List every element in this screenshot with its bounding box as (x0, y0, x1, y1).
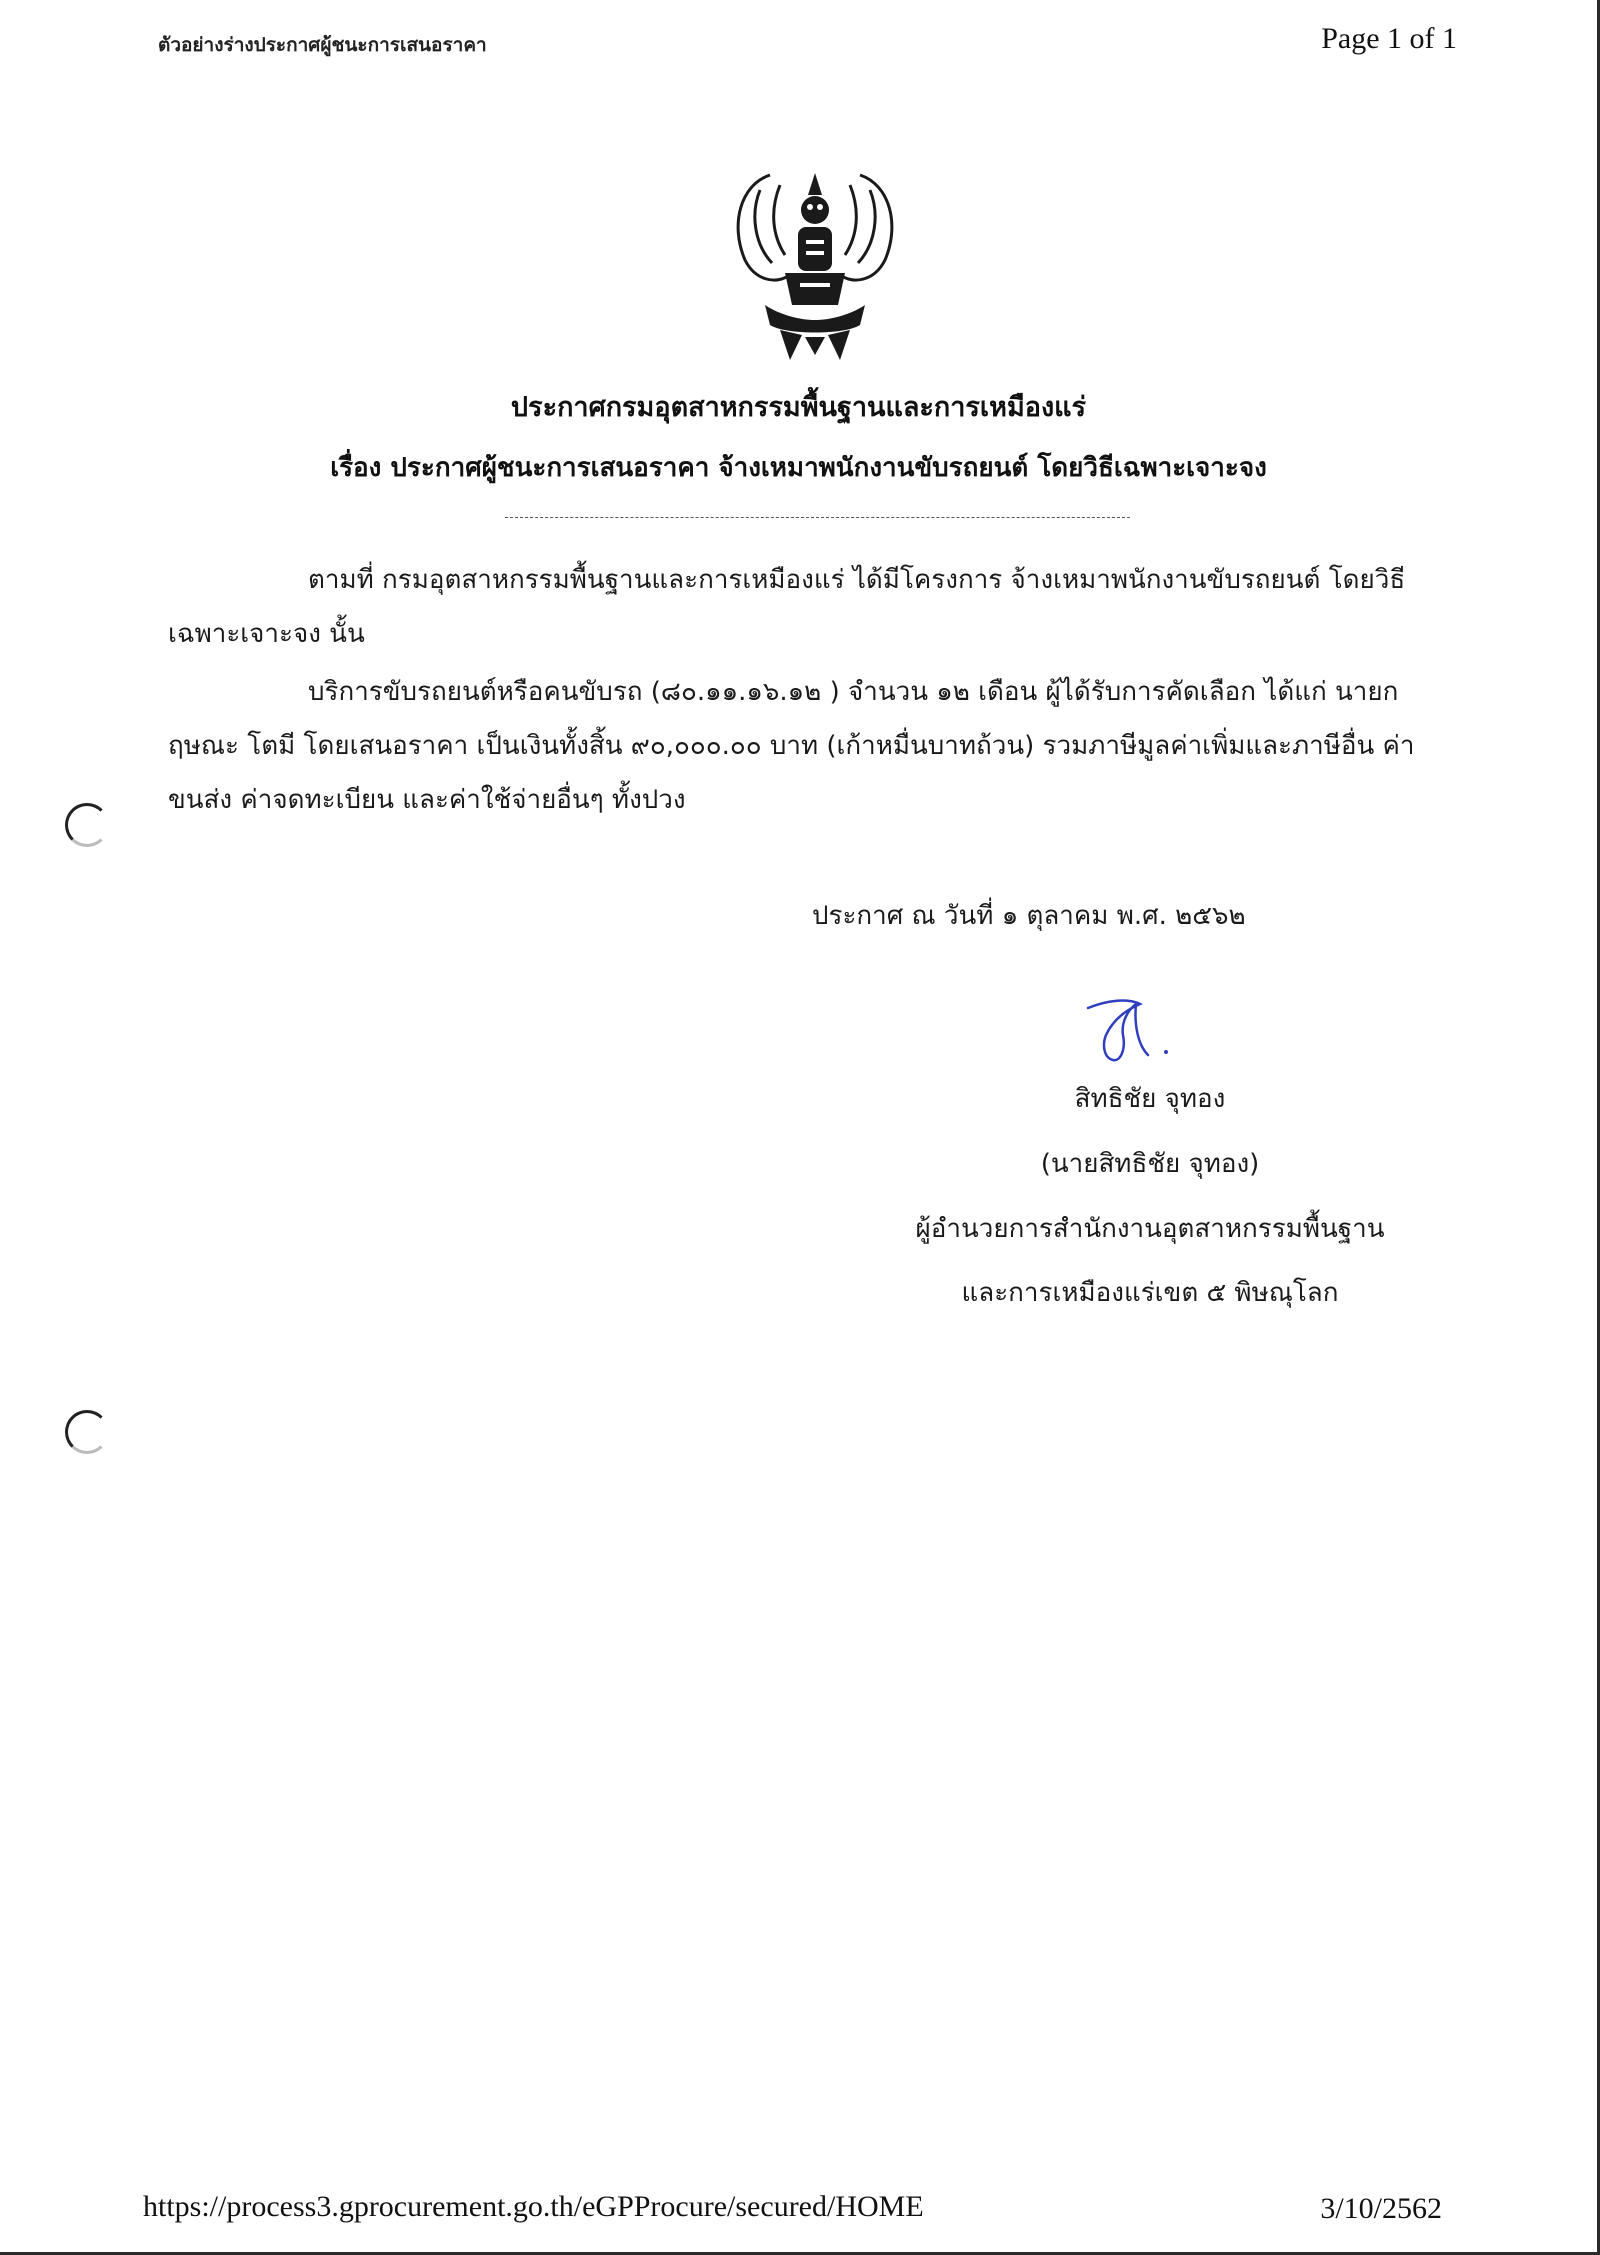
paragraph-intro (168, 553, 1458, 661)
announcement-subject: เรื่อง ประกาศผู้ชนะการเสนอราคา จ้างเหมาพนักงานขับรถยนต์ โดยวิธีเฉพาะเจาะจง (330, 453, 1267, 483)
punch-hole (65, 1410, 109, 1454)
announcement-date: ประกาศ ณ วันที่ ๑ ตุลาคม พ.ศ. ๒๕๖๒ (812, 901, 1246, 931)
paragraph-line: ตามที่ กรมอุตสาหกรรมพื้นฐานและการเหมืองแร่ ได้มีโครงการ จ้างเหมาพนักงานขับรถยนต์ โดยวิธี (308, 565, 1406, 595)
announcement-title: ประกาศกรมอุตสาหกรรมพื้นฐานและการเหมืองแร่ (510, 392, 1087, 423)
signer-position-office: และการเหมืองแร่เขต ๕ พิษณุโลก (961, 1278, 1339, 1308)
footer-date: 3/10/2562 (1320, 2192, 1442, 2225)
title-divider (505, 517, 1130, 518)
signer-name: สิทธิชัย จุทอง (1074, 1084, 1226, 1114)
paragraph-line: บริการขับรถยนต์หรือคนขับรถ (๘๐.๑๑.๑๖.๑๒ ) จำนวน ๑๒ เดือน ผู้ได้รับการคัดเลือก ได้แก่ นายก (308, 677, 1399, 707)
handwritten-signature (1068, 990, 1178, 1070)
paragraph-line: ฤษณะ โตมี โดยเสนอราคา เป็นเงินทั้งสิ้น ๙๐,๐๐๐.๐๐ บาท (เก้าหมื่นบาทถ้วน) รวมภาษีมูลค่าเพิ่มและภาษีอื่น ค่า (168, 731, 1415, 761)
page-number: Page 1 of 1 (1321, 22, 1457, 55)
garuda-emblem-icon (710, 155, 920, 365)
signer-position: ผู้อำนวยการสำนักงานอุตสาหกรรมพื้นฐาน (915, 1214, 1385, 1244)
footer-url: https://process3.gprocurement.go.th/eGPProcure/secured/HOME (143, 2190, 924, 2223)
paragraph-line: เฉพาะเจาะจง นั้น (168, 619, 365, 649)
paragraph-award (168, 665, 1458, 827)
print-header-title: ตัวอย่างร่างประกาศผู้ชนะการเสนอราคา (158, 34, 487, 56)
punch-hole (65, 803, 109, 847)
paragraph-line: ขนส่ง ค่าจดทะเบียน และค่าใช้จ่ายอื่นๆ ทั้งปวง (168, 785, 686, 815)
signer-full-name: (นายสิทธิชัย จุทอง) (1040, 1149, 1260, 1179)
